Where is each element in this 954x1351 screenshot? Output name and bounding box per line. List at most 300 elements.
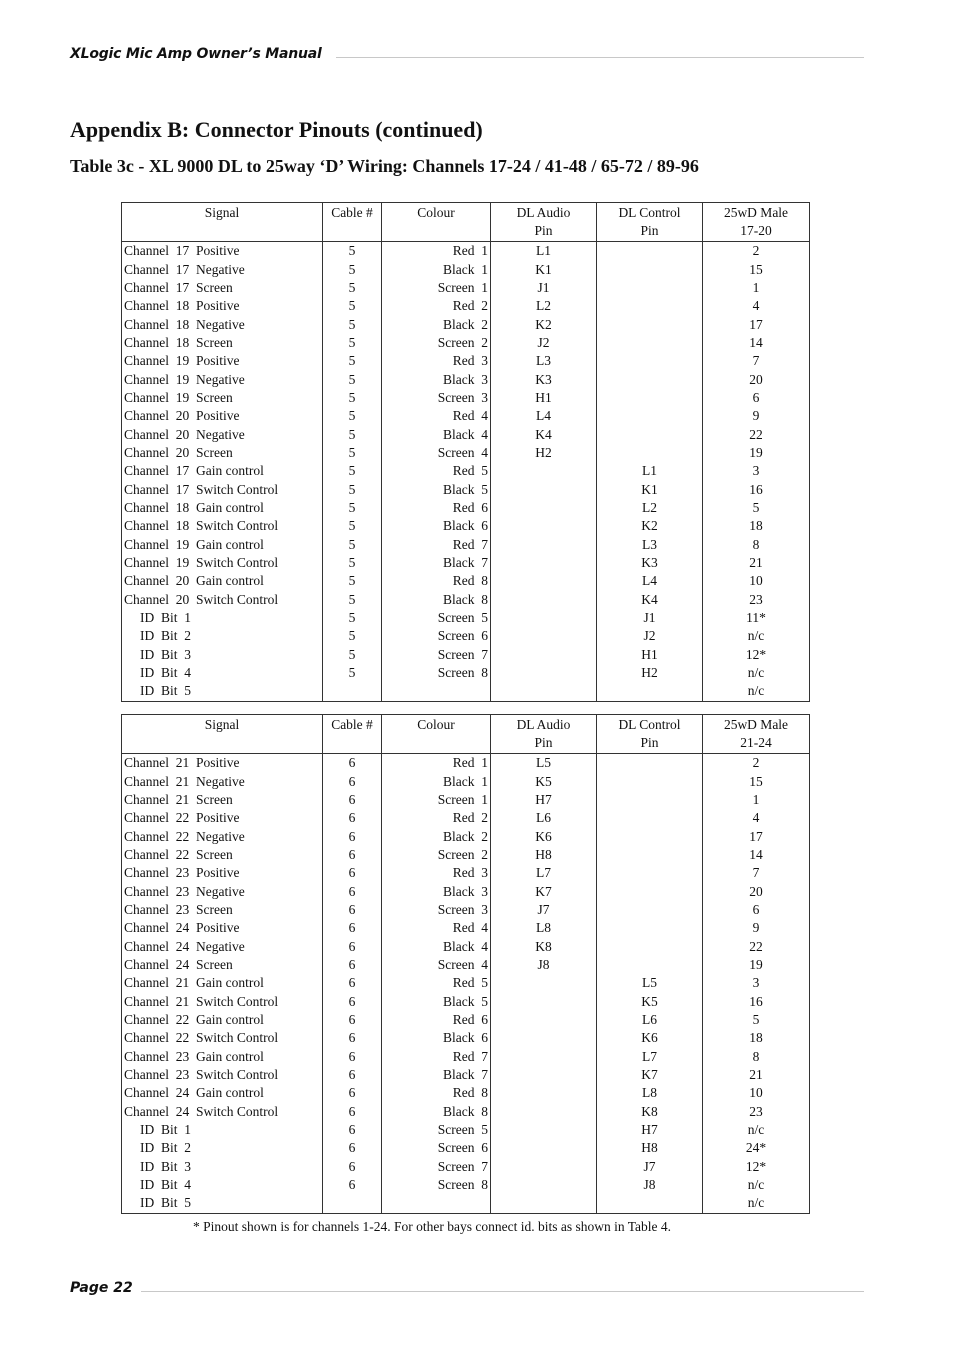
male-pin-cell: 1 xyxy=(703,279,810,297)
signal-cell: Channel 17 Positive xyxy=(124,243,240,259)
dl-audio-pin-cell: H1 xyxy=(491,389,597,407)
signal-cell: Channel 22 Switch Control xyxy=(124,1030,279,1046)
dl-audio-pin-cell xyxy=(491,1194,597,1213)
cable-cell: 5 xyxy=(323,242,382,261)
table-row xyxy=(122,627,810,645)
signal-cell: Channel 20 Gain control xyxy=(124,573,264,589)
dl-control-pin-cell: K1 xyxy=(597,480,703,498)
dl-audio-pin-cell: L1 xyxy=(491,242,597,261)
dl-audio-pin-cell xyxy=(491,1011,597,1029)
colour-cell: Red 5 xyxy=(382,974,491,992)
dl-control-pin-cell xyxy=(597,772,703,790)
running-header: XLogic Mic Amp Owner’s Manual xyxy=(70,46,322,62)
cable-cell: 5 xyxy=(323,407,382,425)
table-row xyxy=(122,682,810,701)
dl-audio-pin-cell xyxy=(491,646,597,664)
colour-cell: Screen 8 xyxy=(382,1176,491,1194)
colour-cell xyxy=(382,682,491,701)
cable-cell: 6 xyxy=(323,827,382,845)
table-body xyxy=(122,242,810,702)
male-pin-cell: n/c xyxy=(703,1194,810,1213)
signal-cell: Channel 18 Gain control xyxy=(124,499,264,515)
dl-control-pin-cell xyxy=(597,334,703,352)
dl-audio-pin-cell: L5 xyxy=(491,754,597,773)
dl-audio-pin-cell: J1 xyxy=(491,279,597,297)
male-pin-cell: 14 xyxy=(703,846,810,864)
dl-audio-pin-cell xyxy=(491,627,597,645)
dl-control-pin-cell: K4 xyxy=(597,591,703,609)
dl-audio-pin-cell xyxy=(491,1103,597,1121)
table-row xyxy=(122,1121,810,1139)
table-row xyxy=(122,297,810,315)
dl-control-pin-cell: K6 xyxy=(597,1029,703,1047)
colour-cell: Red 4 xyxy=(382,919,491,937)
male-pin-cell: 5 xyxy=(703,1011,810,1029)
male-pin-cell: 12* xyxy=(703,646,810,664)
dl-control-pin-cell xyxy=(597,846,703,864)
male-pin-cell: 3 xyxy=(703,974,810,992)
colour-cell: Screen 4 xyxy=(382,956,491,974)
table-row xyxy=(122,846,810,864)
table-row xyxy=(122,554,810,572)
male-pin-cell: n/c xyxy=(703,664,810,682)
dl-control-pin-cell xyxy=(597,444,703,462)
colour-cell: Screen 5 xyxy=(382,1121,491,1139)
colour-cell: Red 7 xyxy=(382,536,491,554)
cable-cell: 6 xyxy=(323,772,382,790)
colour-cell: Black 1 xyxy=(382,772,491,790)
colour-cell: Black 2 xyxy=(382,827,491,845)
signal-cell: Channel 22 Positive xyxy=(124,810,240,826)
colour-cell: Black 5 xyxy=(382,992,491,1010)
table-row xyxy=(122,462,810,480)
cable-cell: 5 xyxy=(323,425,382,443)
table-row xyxy=(122,937,810,955)
table-row xyxy=(122,901,810,919)
signal-cell: Channel 23 Screen xyxy=(124,901,233,917)
colour-cell: Red 1 xyxy=(382,754,491,773)
dl-control-pin-cell: K7 xyxy=(597,1066,703,1084)
colour-cell: Black 4 xyxy=(382,425,491,443)
table-row xyxy=(122,352,810,370)
male-pin-cell: 9 xyxy=(703,919,810,937)
male-pin-cell: 11* xyxy=(703,609,810,627)
dl-audio-pin-cell: K4 xyxy=(491,425,597,443)
male-pin-cell: 3 xyxy=(703,462,810,480)
dl-control-pin-cell xyxy=(597,389,703,407)
male-pin-cell: 19 xyxy=(703,956,810,974)
signal-cell: Channel 19 Positive xyxy=(124,353,240,369)
dl-control-pin-cell xyxy=(597,425,703,443)
colour-cell: Red 8 xyxy=(382,572,491,590)
signal-cell: ID Bit 5 xyxy=(140,1195,192,1211)
dl-audio-pin-cell: H7 xyxy=(491,791,597,809)
table-row xyxy=(122,882,810,900)
dl-control-pin-cell: H1 xyxy=(597,646,703,664)
table-row xyxy=(122,334,810,352)
table-row xyxy=(122,864,810,882)
signal-cell: Channel 17 Gain control xyxy=(124,463,264,479)
cable-cell: 5 xyxy=(323,297,382,315)
male-pin-cell: 15 xyxy=(703,772,810,790)
table-row xyxy=(122,791,810,809)
cable-cell: 6 xyxy=(323,1158,382,1176)
signal-cell: Channel 20 Switch Control xyxy=(124,591,279,607)
dl-control-pin-cell: L7 xyxy=(597,1048,703,1066)
dl-control-pin-cell: J2 xyxy=(597,627,703,645)
col-header-signal: Signal xyxy=(122,203,323,242)
dl-control-pin-cell: L4 xyxy=(597,572,703,590)
colour-cell: Screen 3 xyxy=(382,901,491,919)
col-header-dl-audio-pin: DL Audio Pin xyxy=(491,715,597,754)
cable-cell: 6 xyxy=(323,974,382,992)
signal-cell: Channel 17 Switch Control xyxy=(124,481,279,497)
dl-control-pin-cell xyxy=(597,370,703,388)
dl-audio-pin-cell xyxy=(491,1029,597,1047)
dl-control-pin-cell xyxy=(597,279,703,297)
dl-audio-pin-cell xyxy=(491,974,597,992)
table-row xyxy=(122,1158,810,1176)
dl-audio-pin-cell xyxy=(491,682,597,701)
cable-cell: 5 xyxy=(323,517,382,535)
male-pin-cell: 19 xyxy=(703,444,810,462)
dl-control-pin-cell xyxy=(597,407,703,425)
male-pin-cell: 24* xyxy=(703,1139,810,1157)
table-row xyxy=(122,1011,810,1029)
dl-audio-pin-cell xyxy=(491,554,597,572)
dl-audio-pin-cell xyxy=(491,1048,597,1066)
signal-cell: Channel 23 Positive xyxy=(124,865,240,881)
cable-cell: 6 xyxy=(323,956,382,974)
table-body xyxy=(122,754,810,1214)
male-pin-cell: n/c xyxy=(703,1121,810,1139)
col-header-dl-control-pin: DL Control Pin xyxy=(597,203,703,242)
dl-control-pin-cell: H8 xyxy=(597,1139,703,1157)
signal-cell: Channel 21 Gain control xyxy=(124,975,264,991)
dl-audio-pin-cell xyxy=(491,1121,597,1139)
colour-cell: Black 6 xyxy=(382,517,491,535)
male-pin-cell: 17 xyxy=(703,827,810,845)
male-pin-cell: 14 xyxy=(703,334,810,352)
dl-audio-pin-cell xyxy=(491,1139,597,1157)
cable-cell: 6 xyxy=(323,864,382,882)
male-pin-cell: n/c xyxy=(703,627,810,645)
cable-cell: 5 xyxy=(323,260,382,278)
cable-cell: 5 xyxy=(323,664,382,682)
dl-control-pin-cell xyxy=(597,682,703,701)
dl-control-pin-cell: L3 xyxy=(597,536,703,554)
cable-cell: 5 xyxy=(323,609,382,627)
dl-audio-pin-cell: L4 xyxy=(491,407,597,425)
table-row xyxy=(122,242,810,261)
table-row xyxy=(122,407,810,425)
dl-control-pin-cell: K5 xyxy=(597,992,703,1010)
signal-cell: ID Bit 3 xyxy=(140,646,192,662)
cable-cell: 5 xyxy=(323,499,382,517)
cable-cell: 5 xyxy=(323,389,382,407)
cable-cell: 6 xyxy=(323,992,382,1010)
table-row xyxy=(122,499,810,517)
colour-cell: Black 8 xyxy=(382,1103,491,1121)
cable-cell: 6 xyxy=(323,1029,382,1047)
colour-cell: Screen 5 xyxy=(382,609,491,627)
table-row xyxy=(122,956,810,974)
signal-cell: ID Bit 4 xyxy=(140,1177,192,1193)
table-row xyxy=(122,809,810,827)
dl-audio-pin-cell xyxy=(491,536,597,554)
male-pin-cell: 18 xyxy=(703,1029,810,1047)
signal-cell: Channel 24 Positive xyxy=(124,920,240,936)
colour-cell: Black 8 xyxy=(382,591,491,609)
dl-audio-pin-cell xyxy=(491,480,597,498)
cable-cell: 6 xyxy=(323,882,382,900)
dl-control-pin-cell: H7 xyxy=(597,1121,703,1139)
male-pin-cell: 8 xyxy=(703,1048,810,1066)
cable-cell: 6 xyxy=(323,937,382,955)
col-header-cable: Cable # xyxy=(323,715,382,754)
dl-audio-pin-cell: K8 xyxy=(491,937,597,955)
cable-cell: 5 xyxy=(323,352,382,370)
pinout-table-ch21-24 xyxy=(121,714,810,1214)
signal-cell: ID Bit 2 xyxy=(140,628,192,644)
dl-control-pin-cell: L5 xyxy=(597,974,703,992)
col-header-dl-control-pin: DL Control Pin xyxy=(597,715,703,754)
male-pin-cell: 22 xyxy=(703,425,810,443)
dl-audio-pin-cell: L2 xyxy=(491,297,597,315)
colour-cell: Screen 6 xyxy=(382,627,491,645)
dl-audio-pin-cell xyxy=(491,992,597,1010)
cable-cell: 5 xyxy=(323,462,382,480)
male-pin-cell: 15 xyxy=(703,260,810,278)
col-header-25wd-male: 25wD Male 21-24 xyxy=(703,715,810,754)
male-pin-cell: 8 xyxy=(703,536,810,554)
cable-cell: 5 xyxy=(323,444,382,462)
col-header-dl-audio-pin: DL Audio Pin xyxy=(491,203,597,242)
colour-cell: Red 3 xyxy=(382,864,491,882)
cable-cell: 6 xyxy=(323,1011,382,1029)
dl-control-pin-cell: K2 xyxy=(597,517,703,535)
signal-cell: Channel 24 Negative xyxy=(124,938,245,954)
signal-cell: Channel 19 Switch Control xyxy=(124,555,279,571)
dl-control-pin-cell: J8 xyxy=(597,1176,703,1194)
signal-cell: Channel 18 Positive xyxy=(124,298,240,314)
signal-cell: Channel 21 Positive xyxy=(124,755,240,771)
dl-control-pin-cell xyxy=(597,754,703,773)
dl-audio-pin-cell: H2 xyxy=(491,444,597,462)
dl-control-pin-cell: J7 xyxy=(597,1158,703,1176)
dl-control-pin-cell xyxy=(597,791,703,809)
table-title: Table 3c - XL 9000 DL to 25way ‘D’ Wiring: Channels 17-24 / 41-48 / 65-72 / 89-96 xyxy=(70,156,699,176)
male-pin-cell: 5 xyxy=(703,499,810,517)
cable-cell xyxy=(323,1194,382,1213)
cable-cell: 5 xyxy=(323,536,382,554)
male-pin-cell: 16 xyxy=(703,480,810,498)
male-pin-cell: 20 xyxy=(703,370,810,388)
signal-cell: Channel 19 Negative xyxy=(124,371,245,387)
colour-cell: Black 2 xyxy=(382,315,491,333)
signal-cell: Channel 17 Negative xyxy=(124,261,245,277)
male-pin-cell: 4 xyxy=(703,297,810,315)
signal-cell: Channel 23 Switch Control xyxy=(124,1067,279,1083)
signal-cell: Channel 23 Negative xyxy=(124,883,245,899)
page-number: Page 22 xyxy=(70,1280,133,1296)
dl-control-pin-cell: J1 xyxy=(597,609,703,627)
cable-cell: 5 xyxy=(323,554,382,572)
dl-audio-pin-cell: J2 xyxy=(491,334,597,352)
male-pin-cell: 18 xyxy=(703,517,810,535)
cable-cell: 6 xyxy=(323,919,382,937)
male-pin-cell: 23 xyxy=(703,1103,810,1121)
colour-cell: Black 3 xyxy=(382,882,491,900)
cable-cell: 5 xyxy=(323,370,382,388)
cable-cell: 6 xyxy=(323,791,382,809)
dl-control-pin-cell: L8 xyxy=(597,1084,703,1102)
table-row xyxy=(122,1084,810,1102)
dl-audio-pin-cell: K3 xyxy=(491,370,597,388)
male-pin-cell: 7 xyxy=(703,864,810,882)
dl-audio-pin-cell xyxy=(491,1066,597,1084)
signal-cell: Channel 23 Gain control xyxy=(124,1048,264,1064)
signal-cell: ID Bit 3 xyxy=(140,1158,192,1174)
table-row xyxy=(122,974,810,992)
table-row xyxy=(122,260,810,278)
cable-cell: 5 xyxy=(323,646,382,664)
colour-cell: Screen 6 xyxy=(382,1139,491,1157)
dl-control-pin-cell: K8 xyxy=(597,1103,703,1121)
cable-cell: 6 xyxy=(323,901,382,919)
colour-cell: Screen 8 xyxy=(382,664,491,682)
male-pin-cell: 21 xyxy=(703,1066,810,1084)
colour-cell: Red 8 xyxy=(382,1084,491,1102)
signal-cell: ID Bit 5 xyxy=(140,683,192,699)
dl-control-pin-cell xyxy=(597,315,703,333)
table-row xyxy=(122,992,810,1010)
cable-cell: 5 xyxy=(323,591,382,609)
cable-cell: 6 xyxy=(323,1121,382,1139)
colour-cell: Screen 2 xyxy=(382,846,491,864)
table-row xyxy=(122,646,810,664)
dl-audio-pin-cell: H8 xyxy=(491,846,597,864)
table-row xyxy=(122,919,810,937)
dl-audio-pin-cell: L6 xyxy=(491,809,597,827)
table-row xyxy=(122,772,810,790)
colour-cell xyxy=(382,1194,491,1213)
dl-audio-pin-cell xyxy=(491,1084,597,1102)
male-pin-cell: 22 xyxy=(703,937,810,955)
table-row xyxy=(122,444,810,462)
male-pin-cell: 4 xyxy=(703,809,810,827)
colour-cell: Screen 1 xyxy=(382,791,491,809)
signal-cell: Channel 22 Gain control xyxy=(124,1011,264,1027)
table-row xyxy=(122,1139,810,1157)
table-row xyxy=(122,1194,810,1213)
signal-cell: Channel 22 Screen xyxy=(124,846,233,862)
dl-control-pin-cell xyxy=(597,297,703,315)
dl-audio-pin-cell: K6 xyxy=(491,827,597,845)
colour-cell: Red 6 xyxy=(382,1011,491,1029)
cable-cell: 6 xyxy=(323,1176,382,1194)
colour-cell: Red 6 xyxy=(382,499,491,517)
dl-control-pin-cell xyxy=(597,882,703,900)
signal-cell: Channel 24 Switch Control xyxy=(124,1103,279,1119)
dl-control-pin-cell xyxy=(597,919,703,937)
dl-audio-pin-cell: J7 xyxy=(491,901,597,919)
dl-audio-pin-cell: K5 xyxy=(491,772,597,790)
dl-audio-pin-cell xyxy=(491,664,597,682)
dl-control-pin-cell: K3 xyxy=(597,554,703,572)
dl-control-pin-cell xyxy=(597,901,703,919)
cable-cell: 5 xyxy=(323,334,382,352)
section-title: Appendix B: Connector Pinouts (continued) xyxy=(70,117,483,142)
dl-control-pin-cell xyxy=(597,937,703,955)
signal-cell: Channel 24 Gain control xyxy=(124,1085,264,1101)
male-pin-cell: 10 xyxy=(703,1084,810,1102)
col-header-colour: Colour xyxy=(382,715,491,754)
col-header-25wd-male: 25wD Male 17-20 xyxy=(703,203,810,242)
colour-cell: Red 7 xyxy=(382,1048,491,1066)
colour-cell: Black 7 xyxy=(382,554,491,572)
header-rule xyxy=(336,57,864,58)
male-pin-cell: 6 xyxy=(703,389,810,407)
male-pin-cell: 1 xyxy=(703,791,810,809)
dl-control-pin-cell: L2 xyxy=(597,499,703,517)
colour-cell: Black 6 xyxy=(382,1029,491,1047)
dl-control-pin-cell xyxy=(597,864,703,882)
colour-cell: Black 4 xyxy=(382,937,491,955)
signal-cell: Channel 20 Positive xyxy=(124,408,240,424)
colour-cell: Black 1 xyxy=(382,260,491,278)
dl-audio-pin-cell: J8 xyxy=(491,956,597,974)
dl-audio-pin-cell: L3 xyxy=(491,352,597,370)
signal-cell: Channel 18 Screen xyxy=(124,334,233,350)
dl-audio-pin-cell: L8 xyxy=(491,919,597,937)
cable-cell: 6 xyxy=(323,1084,382,1102)
table-row xyxy=(122,609,810,627)
colour-cell: Screen 1 xyxy=(382,279,491,297)
signal-cell: Channel 21 Negative xyxy=(124,773,245,789)
table-header-row xyxy=(122,203,810,242)
cable-cell: 5 xyxy=(323,627,382,645)
table-row xyxy=(122,536,810,554)
col-header-cable: Cable # xyxy=(323,203,382,242)
male-pin-cell: 9 xyxy=(703,407,810,425)
colour-cell: Black 5 xyxy=(382,480,491,498)
col-header-signal: Signal xyxy=(122,715,323,754)
table-row xyxy=(122,572,810,590)
male-pin-cell: 6 xyxy=(703,901,810,919)
colour-cell: Screen 7 xyxy=(382,1158,491,1176)
colour-cell: Red 1 xyxy=(382,242,491,261)
dl-control-pin-cell xyxy=(597,827,703,845)
table-row xyxy=(122,664,810,682)
cable-cell: 6 xyxy=(323,809,382,827)
male-pin-cell: 21 xyxy=(703,554,810,572)
signal-cell: Channel 21 Switch Control xyxy=(124,993,279,1009)
dl-audio-pin-cell xyxy=(491,609,597,627)
cable-cell: 6 xyxy=(323,1048,382,1066)
table-row xyxy=(122,754,810,773)
col-header-colour: Colour xyxy=(382,203,491,242)
signal-cell: Channel 18 Switch Control xyxy=(124,518,279,534)
male-pin-cell: 23 xyxy=(703,591,810,609)
signal-cell: Channel 18 Negative xyxy=(124,316,245,332)
table-row xyxy=(122,425,810,443)
signal-cell: Channel 19 Screen xyxy=(124,389,233,405)
dl-audio-pin-cell: K1 xyxy=(491,260,597,278)
cable-cell: 6 xyxy=(323,1103,382,1121)
male-pin-cell: 2 xyxy=(703,242,810,261)
colour-cell: Screen 4 xyxy=(382,444,491,462)
